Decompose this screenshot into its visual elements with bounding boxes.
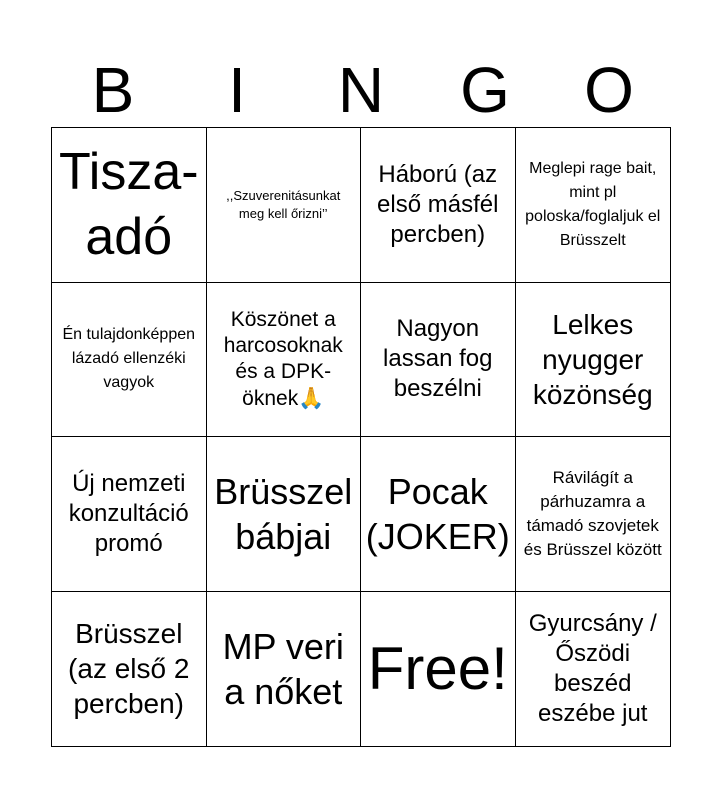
bingo-cell-text: Lelkes nyugger közönség [532,308,653,410]
bingo-cell-text: ,,Szuverenitásunkat meg kell őrizni’’ [226,188,341,221]
bingo-cell-text: Új nemzeti konzultáció promó [68,469,189,557]
bingo-cell-1[interactable] [52,128,207,283]
bingo-cell-text: Háború (az első másfél percben) [377,160,499,248]
bingo-cell-text: Köszönet a harcosoknak és a DPK-öknek🙏 [223,307,343,410]
bingo-cell-3[interactable] [361,128,516,283]
bingo-cell-text: Brüsszel (az első 2 percben) [68,618,190,720]
bingo-cell-text: Pocak (JOKER) [365,470,510,557]
bingo-cell-2[interactable] [207,128,362,283]
bingo-grid [51,127,671,747]
bingo-cell-text: Tisza-adó [58,142,199,266]
bingo-cell-text: Én tulajdonképpen lázadó ellenzéki vagyok [62,326,196,392]
bingo-cell-12[interactable] [516,437,671,592]
header-letter-n: N [337,54,385,126]
bingo-cell-13[interactable] [52,592,207,747]
header-letter-o: O [584,54,634,126]
bingo-cell-9[interactable] [52,437,207,592]
bingo-cell-14[interactable] [207,592,362,747]
bingo-cell-text: Brüsszel bábjai [214,470,353,557]
bingo-cell-text: Gyurcsány / Őszödi beszéd eszébe jut [528,609,657,727]
bingo-cell-text: Nagyon lassan fog beszélni [383,315,493,403]
bingo-cell-16[interactable] [516,592,671,747]
bingo-cell-11[interactable] [361,437,516,592]
bingo-cell-6[interactable] [207,283,362,438]
header-letter-g: G [460,54,510,126]
header-letter-b: B [91,54,135,126]
header-letter-i: I [228,54,246,126]
bingo-cell-5[interactable] [52,283,207,438]
bingo-cell-text: Free! [367,634,508,702]
bingo-cell-4[interactable] [516,128,671,283]
bingo-header [51,52,671,128]
bingo-cell-7[interactable] [361,283,516,438]
bingo-cell-text: MP veri a nőket [222,625,344,712]
bingo-cell-8[interactable] [516,283,671,438]
bingo-cell-text: Rávilágít a párhuzamra a támadó szovjetek és Brüsszel között [523,468,662,559]
bingo-cell-text: Meglepi rage bait, mint pl poloska/foglaljuk el Brüsszelt [525,159,661,249]
bingo-cell-10[interactable] [207,437,362,592]
bingo-free-cell[interactable] [361,592,516,747]
